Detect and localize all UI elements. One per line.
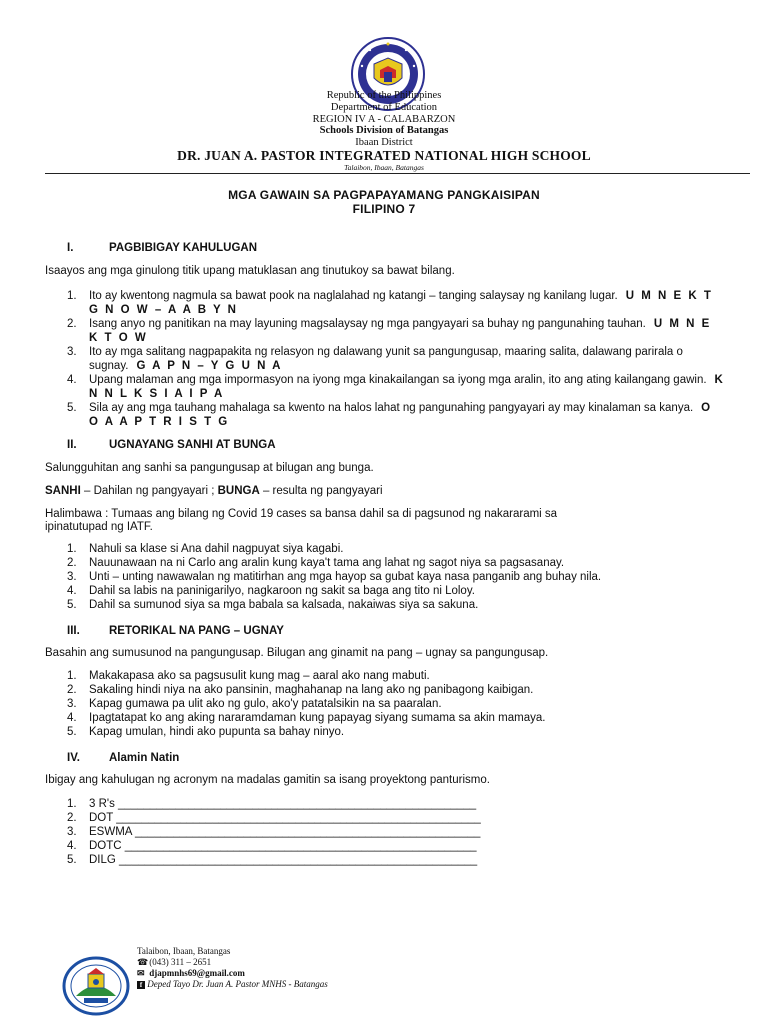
item-number: 3. xyxy=(67,571,77,583)
item-number: 2. xyxy=(67,557,77,569)
item-number: 1. xyxy=(67,543,77,555)
footer-phone-number: (043) 311 – 2651 xyxy=(149,957,212,967)
section-heading-4 xyxy=(45,752,179,764)
header-department: Department of Education xyxy=(330,102,438,113)
item-text: Dahil sa sumunod siya sa mga babala sa kalsada, nakaiwas siya sa sakuna. xyxy=(89,599,479,611)
section-title: RETORIKAL NA PANG – UGNAY xyxy=(109,625,284,637)
list-item xyxy=(45,556,725,570)
item-text: Isang anyo ng panitikan na may layuning magsalaysay ng mga pangyayari sa buhay ng pangunahing tauhan. xyxy=(89,318,646,330)
acronym-blank: 3 R's ________________________________________________________ xyxy=(89,798,477,810)
item-number: 5. xyxy=(67,599,77,611)
list-item xyxy=(45,570,725,584)
section-title: Alamin Natin xyxy=(109,752,180,764)
header-region: REGION IV A - CALABARZON xyxy=(312,114,456,125)
list-item xyxy=(45,711,725,725)
item-number: 1. xyxy=(67,798,77,810)
item-text: Dahil sa labis na paninigarilyo, nagkaroon ng sakit sa baga ang tito ni Loloy. xyxy=(89,585,475,597)
section-number: IV. xyxy=(67,752,81,764)
school-address: Talaibon, Ibaan, Batangas xyxy=(344,163,424,172)
list-item xyxy=(45,825,725,839)
item-number: 5. xyxy=(67,402,77,414)
item-number: 3. xyxy=(67,698,77,710)
list-item xyxy=(45,317,725,345)
scrambled-answer: K N N L K S I A I P A xyxy=(89,374,725,400)
acronym-blank: DOTC _______________________________________________________ xyxy=(89,840,477,852)
footer-facebook xyxy=(137,979,328,989)
document-subject: FILIPINO 7 xyxy=(352,202,416,216)
list-item xyxy=(45,797,725,811)
list-item xyxy=(45,725,725,739)
list-item xyxy=(45,542,725,556)
numbered-list xyxy=(45,289,725,429)
list-item xyxy=(45,584,725,598)
item-text: Ipagtatapat ko ang aking nararamdaman kung papayag siyang sumama sa akin mamaya. xyxy=(89,712,546,724)
item-text: Sakaling hindi niya na ako pansinin, maghahanap na lang ako ng panibagong kaibigan. xyxy=(89,684,534,696)
header-division: Schools Division of Batangas xyxy=(319,125,449,136)
document-title: MGA GAWAIN SA PAGPAPAYAMANG PANGKAISIPAN xyxy=(228,188,540,202)
item-text: Upang malaman ang mga impormasyon na iyong mga kinakailangan sa iyong mga aralin, ito ang ating kailangang gawin. xyxy=(89,374,707,386)
header-district: Ibaan District xyxy=(355,137,413,148)
example-line-1: Halimbawa : Tumaas ang bilang ng Covid 19 cases sa bansa dahil sa di pagsunod ng nakararami sa xyxy=(45,508,558,520)
section-title: PAGBIBIGAY KAHULUGAN xyxy=(109,242,258,254)
item-text: Kapag umulan, hindi ako pupunta sa bahay ninyo. xyxy=(89,726,345,738)
envelope-icon: ✉ xyxy=(137,968,145,978)
list-item xyxy=(45,683,725,697)
item-number: 2. xyxy=(67,318,77,330)
list-item xyxy=(45,811,725,825)
item-number: 1. xyxy=(67,670,77,682)
item-text: Ito ay mga salitang nagpapakita ng relasyon ng dalawang yunit sa pangungusap, maaring salita, dalawang parirala o sugnay. xyxy=(89,346,683,372)
section-heading-2 xyxy=(45,439,276,451)
numbered-list xyxy=(45,669,725,739)
bunga-definition: – resulta ng pangyayari xyxy=(259,485,383,497)
scrambled-answer: O O A A P T R I S T G xyxy=(89,402,713,428)
item-number: 2. xyxy=(67,684,77,696)
section-heading-1 xyxy=(45,242,257,254)
list-item xyxy=(45,373,725,401)
section-instruction: Ibigay ang kahulugan ng acronym na madalas gamitin sa isang proyektong panturismo. xyxy=(45,774,490,786)
section-heading-3 xyxy=(45,625,284,637)
item-number: 5. xyxy=(67,726,77,738)
footer-phone xyxy=(137,957,211,968)
section-number: I. xyxy=(67,242,74,254)
list-item xyxy=(45,669,725,683)
phone-icon: ☎ xyxy=(137,957,149,967)
item-text: Unti – unting nawawalan ng matitirhan ang mga hayop sa gubat kaya nasa panganib ang buhay nila. xyxy=(89,571,602,583)
acronym-blank: ESWMA ______________________________________________________ xyxy=(89,826,481,838)
item-number: 2. xyxy=(67,812,77,824)
acronym-blank: DILG ________________________________________________________ xyxy=(89,854,478,866)
item-text: Makakapasa ako sa pagsusulit kung mag – aaral ako nang mabuti. xyxy=(89,670,430,682)
example-line-2: ipinatutupad ng IATF. xyxy=(45,521,153,533)
item-number: 3. xyxy=(67,826,77,838)
footer-address: Talaibon, Ibaan, Batangas xyxy=(137,946,231,956)
item-text: Sila ay ang mga tauhang mahalaga sa kwento na halos lahat ng pangunahing pangyayari ay may kinalaman sa kanya. xyxy=(89,402,694,414)
list-item xyxy=(45,289,725,317)
item-number: 1. xyxy=(67,290,77,302)
list-item xyxy=(45,839,725,853)
section-instruction: Isaayos ang mga ginulong titik upang matuklasan ang tinutukoy sa bawat bilang. xyxy=(45,265,455,277)
acronym-blank: DOT _________________________________________________________ xyxy=(89,812,481,824)
item-text: Nahuli sa klase si Ana dahil nagpuyat siya kagabi. xyxy=(89,543,344,555)
numbered-list xyxy=(45,797,725,867)
item-number: 5. xyxy=(67,854,77,866)
scrambled-answer: U M N E K T O W xyxy=(89,318,712,344)
sanhi-definition: – Dahilan ng pangyayari ; xyxy=(80,485,218,497)
numbered-list xyxy=(45,542,725,612)
list-item xyxy=(45,345,725,373)
header-divider xyxy=(45,173,750,174)
section-instruction: Basahin ang sumusunod na pangungusap. Bilugan ang ginamit na pang – ugnay sa pangungusap. xyxy=(45,647,549,659)
definition-line xyxy=(45,485,383,497)
sanhi-label: SANHI xyxy=(45,485,81,497)
section-number: II. xyxy=(67,439,77,451)
item-number: 4. xyxy=(67,712,77,724)
scrambled-answer: U M N E K T G N O W – A A B Y N xyxy=(89,290,713,316)
list-item xyxy=(45,401,725,429)
footer-email-address: djapmnhs69@gmail.com xyxy=(149,968,245,978)
footer-facebook-page: Deped Tayo Dr. Juan A. Pastor MNHS - Batangas xyxy=(147,979,328,989)
section-number: III. xyxy=(67,625,80,637)
item-text: Kapag gumawa pa ulit ako ng gulo, ako'y patatalsikin na sa paaralan. xyxy=(89,698,442,710)
facebook-icon: f xyxy=(137,981,145,989)
list-item xyxy=(45,697,725,711)
list-item xyxy=(45,598,725,612)
item-text: Nauunawaan na ni Carlo ang aralin kung kaya't tama ang lahat ng sagot niya sa pagsasanay. xyxy=(89,557,565,569)
scrambled-answer: G A P N – Y G U N A xyxy=(136,360,283,372)
item-number: 4. xyxy=(67,374,77,386)
section-instruction: Salungguhitan ang sanhi sa pangungusap at bilugan ang bunga. xyxy=(45,462,374,474)
header-republic: Republic of the Philippines xyxy=(326,90,442,101)
list-item xyxy=(45,853,725,867)
section-title: UGNAYANG SANHI AT BUNGA xyxy=(109,439,276,451)
item-number: 3. xyxy=(67,346,77,358)
footer-email xyxy=(137,968,245,979)
school-name: DR. JUAN A. PASTOR INTEGRATED NATIONAL HIGH SCHOOL xyxy=(177,148,591,163)
bunga-label: BUNGA xyxy=(217,485,260,497)
item-number: 4. xyxy=(67,840,77,852)
item-number: 4. xyxy=(67,585,77,597)
school-seal-logo xyxy=(62,956,130,1016)
item-text: Ito ay kwentong nagmula sa bawat pook na naglalahad ng katangi – tanging salaysay ng kanilang lugar. xyxy=(89,290,618,302)
